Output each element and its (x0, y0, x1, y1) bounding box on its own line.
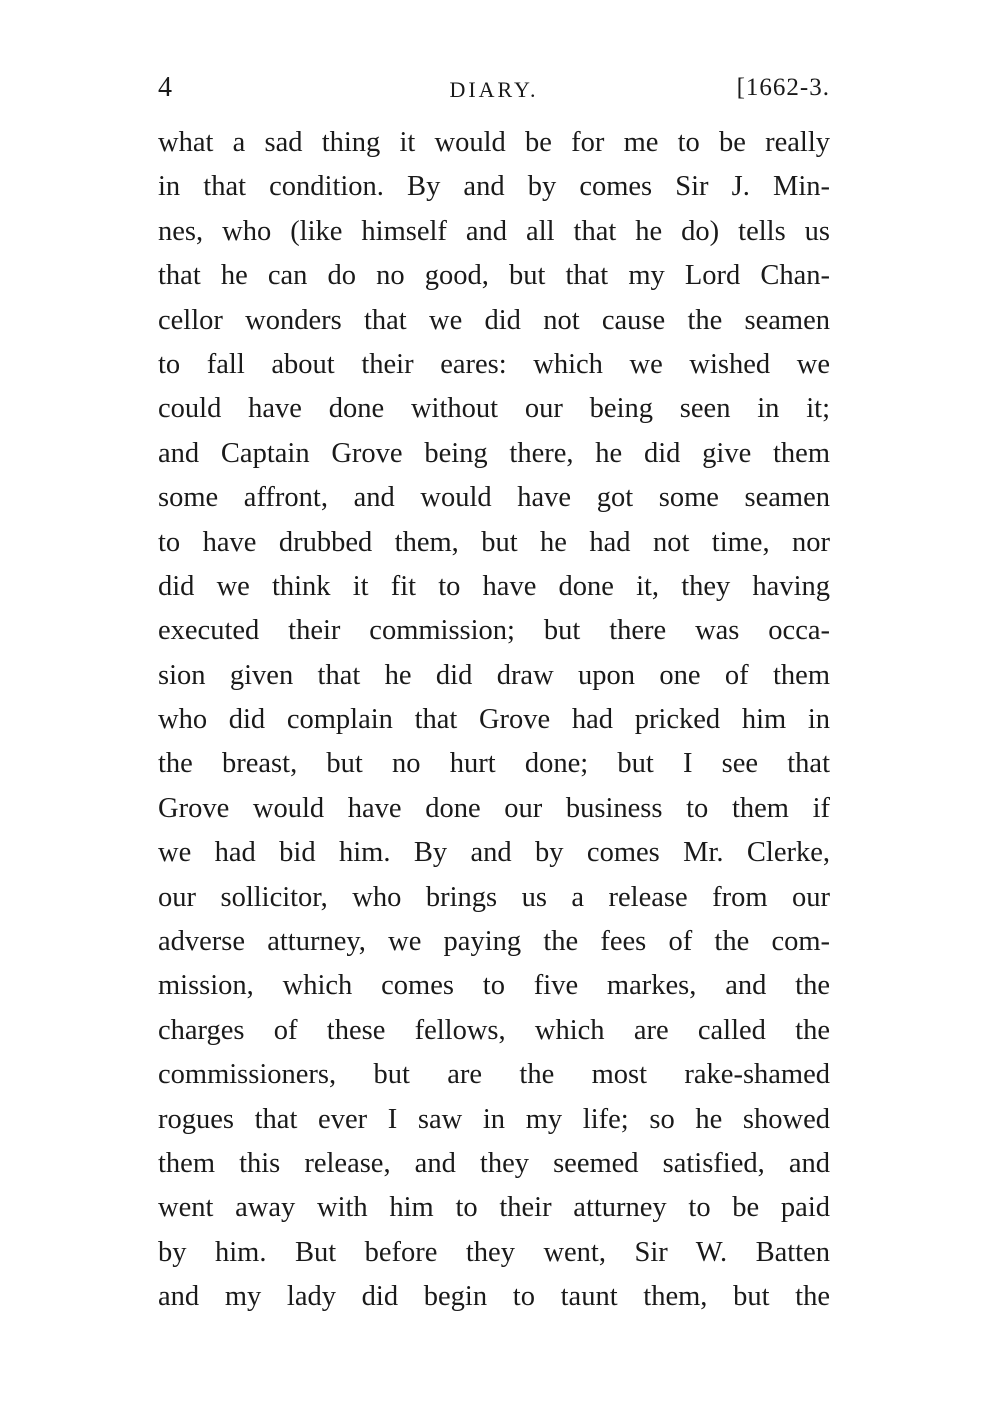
text-line: and Captain Grove being there, he did give them (158, 437, 830, 469)
body-text (158, 121, 830, 1320)
text-line: adverse atturney, we paying the fees of the com- (158, 926, 830, 958)
text-line: to have drubbed them, but he had not time, nor (158, 526, 830, 558)
text-line: and my lady did begin to taunt them, but the (158, 1281, 830, 1313)
text-line: mission, which comes to five markes, and the (158, 970, 830, 1002)
text-line: our sollicitor, who brings us a release from our (158, 881, 830, 913)
page-number: 4 (158, 72, 172, 103)
text-line: Grove would have done our business to them if (158, 792, 830, 824)
text-line: to fall about their eares: which we wished we (158, 348, 830, 380)
text-line: that he can do no good, but that my Lord Chan- (158, 260, 830, 292)
text-line: rogues that ever I saw in my life; so he showed (158, 1103, 830, 1135)
text-line: could have done without our being seen in it; (158, 393, 830, 425)
running-head (158, 70, 830, 106)
text-line: executed their commission; but there was occa- (158, 615, 830, 647)
text-line: we had bid him. By and by comes Mr. Clerke, (158, 837, 830, 869)
text-line: nes, who (like himself and all that he do) tells us (158, 215, 830, 247)
text-line: in that condition. By and by comes Sir J. Min- (158, 171, 830, 203)
text-line: sion given that he did draw upon one of them (158, 659, 830, 691)
text-line: the breast, but no hurt done; but I see that (158, 748, 830, 780)
text-line: what a sad thing it would be for me to be really (158, 127, 830, 158)
text-line: cellor wonders that we did not cause the seamen (158, 304, 830, 336)
text-line: charges of these fellows, which are called the (158, 1014, 830, 1046)
text-line: who did complain that Grove had pricked him in (158, 704, 830, 736)
running-date: [1662-3. (736, 74, 830, 101)
text-line: by him. But before they went, Sir W. Batten (158, 1236, 830, 1268)
text-line: some affront, and would have got some seamen (158, 482, 830, 514)
text-line: went away with him to their atturney to be paid (158, 1192, 830, 1224)
running-title: DIARY. (449, 77, 539, 102)
text-line: commissioners, but are the most rake-shamed (158, 1059, 830, 1091)
text-line: did we think it fit to have done it, they having (158, 570, 830, 602)
text-line: them this release, and they seemed satisfied, and (158, 1147, 830, 1179)
